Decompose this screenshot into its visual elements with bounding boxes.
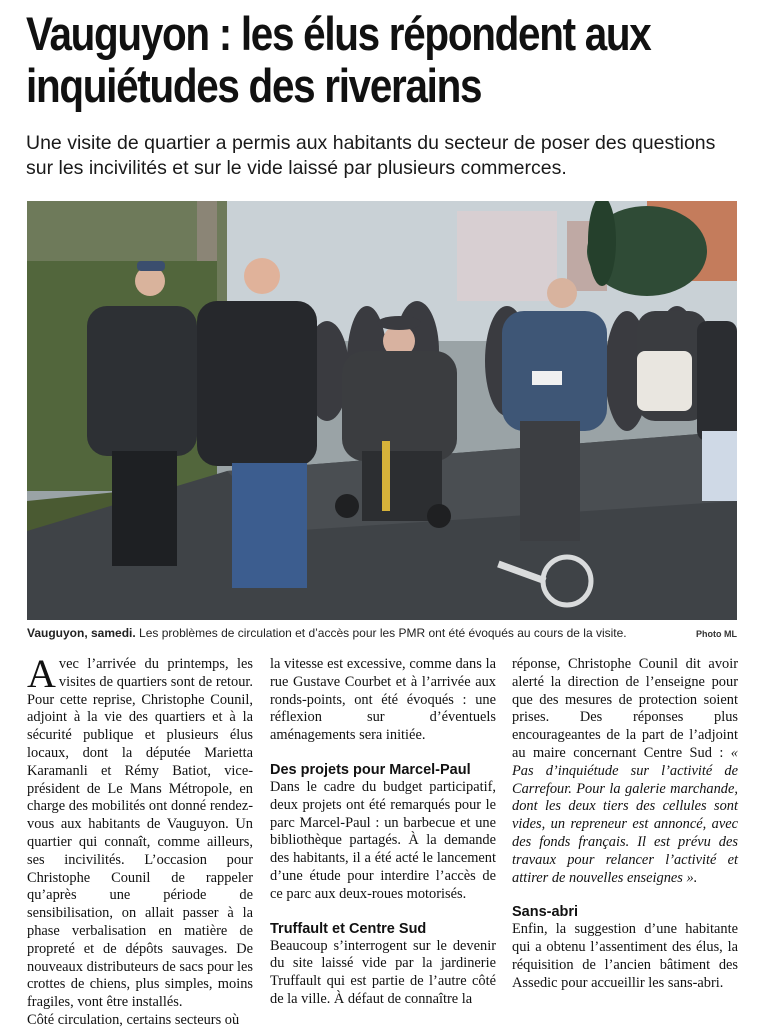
article-column-3 (512, 656, 738, 993)
paragraph-circulation-start: Côté circulation, certains secteurs où (27, 1011, 240, 1028)
heading-sans-abri: Sans-abri (512, 904, 579, 921)
paragraph-circulation-end: la vitesse est excessive, comme dans la rue Gustave Courbet et à l’arrivée aux ronds-points, ont été évoqués : une réflexion sur d’éventuels aménagements sera initiée. (270, 656, 496, 744)
paragraph-truffault: Beaucoup s’interrogent sur le devenir du site laissé vide par la jardinerie Truffault qui est partie de l’autre côté de la ville. À défaut de connaître la (270, 937, 496, 1007)
caption-text: Les problèmes de circulation et d’accès pour les PMR ont été évoqués au cours de la visite. (135, 626, 627, 640)
centre-sud-text: réponse, Christophe Counil dit avoir alerté la direction de l’enseigne pour que des mesures de protection soient prises. Des réponses plus encourageantes de la part de l’adjoint au maire concernant Centre Sud : (512, 656, 738, 761)
intro-text: vec l’arrivée du printemps, les visites de quartiers sont de retour. Pour cette reprise, Christophe Counil, adjoint à la vie des quartiers et à la sécurité publique et plusieurs élus locaux, dont la députée Marietta Karamanli et Rémy Batiot, vice-président de Le Mans Métropole, en charge des mobilités ont donné rendez-vous aux habitants de Vauguyon. Un quartier qui connaît, comme ailleurs, ses incivilités. L’occasion pour Christophe Counil de rappeler qu’après une période de sensibilisation, on allait passer à la phase verbalisation en matière de propreté et de dépôts sauvages. De nouveaux distributeurs de sacs pour les crottes de chiens, plus simples, moins fragiles, vont être installés. (27, 656, 253, 1011)
paragraph-sans-abri: Enfin, la suggestion d’une habitante qui a obtenu l’assentiment des élus, la réquisition de l’ancien bâtiment des Assedic pour accueillir les sans-abri. (512, 921, 738, 991)
subtitle: Une visite de quartier a permis aux habitants du secteur de poser des questions sur les incivilités et sur le vide laissé par plusieurs commerces. (26, 132, 716, 179)
paragraph-marcel-paul: Dans le cadre du budget participatif, deux projets ont été remarqués pour le parc Marcel-Paul : un barbecue et une bibliothèque partagés. À la demande des habitants, il a été acté le lancement d’une étude pour interdire l’accès de ce parc aux deux-roues motorisés. (270, 778, 496, 902)
drop-cap: A (27, 651, 56, 696)
article-column-2 (270, 656, 496, 1009)
caption-location: Vauguyon, samedi. (27, 626, 136, 640)
heading-truffault: Truffault et Centre Sud (270, 920, 427, 937)
headline: Vauguyon : les élus répondent aux inquiétudes des riverains (26, 7, 651, 112)
article-column-1 (27, 651, 253, 1030)
heading-marcel-paul: Des projets pour Marcel-Paul (270, 761, 471, 778)
centre-sud-quote: « Pas d’inquiétude sur l’activité de Carrefour. Pour la galerie marchande, dont les deux tiers des cellules sont vides, un repreneur est annoncé, avec des fonds français. Il est prévu des travaux pour relancer l’activité et attirer de nouvelles enseignes ». (512, 744, 739, 886)
paragraph-centre-sud (512, 656, 738, 887)
paragraph-intro (27, 651, 253, 1012)
article-photo (27, 201, 737, 620)
photo-caption (27, 625, 737, 641)
photo-credit: Photo ML (696, 629, 737, 639)
photo-illustration (27, 201, 737, 620)
